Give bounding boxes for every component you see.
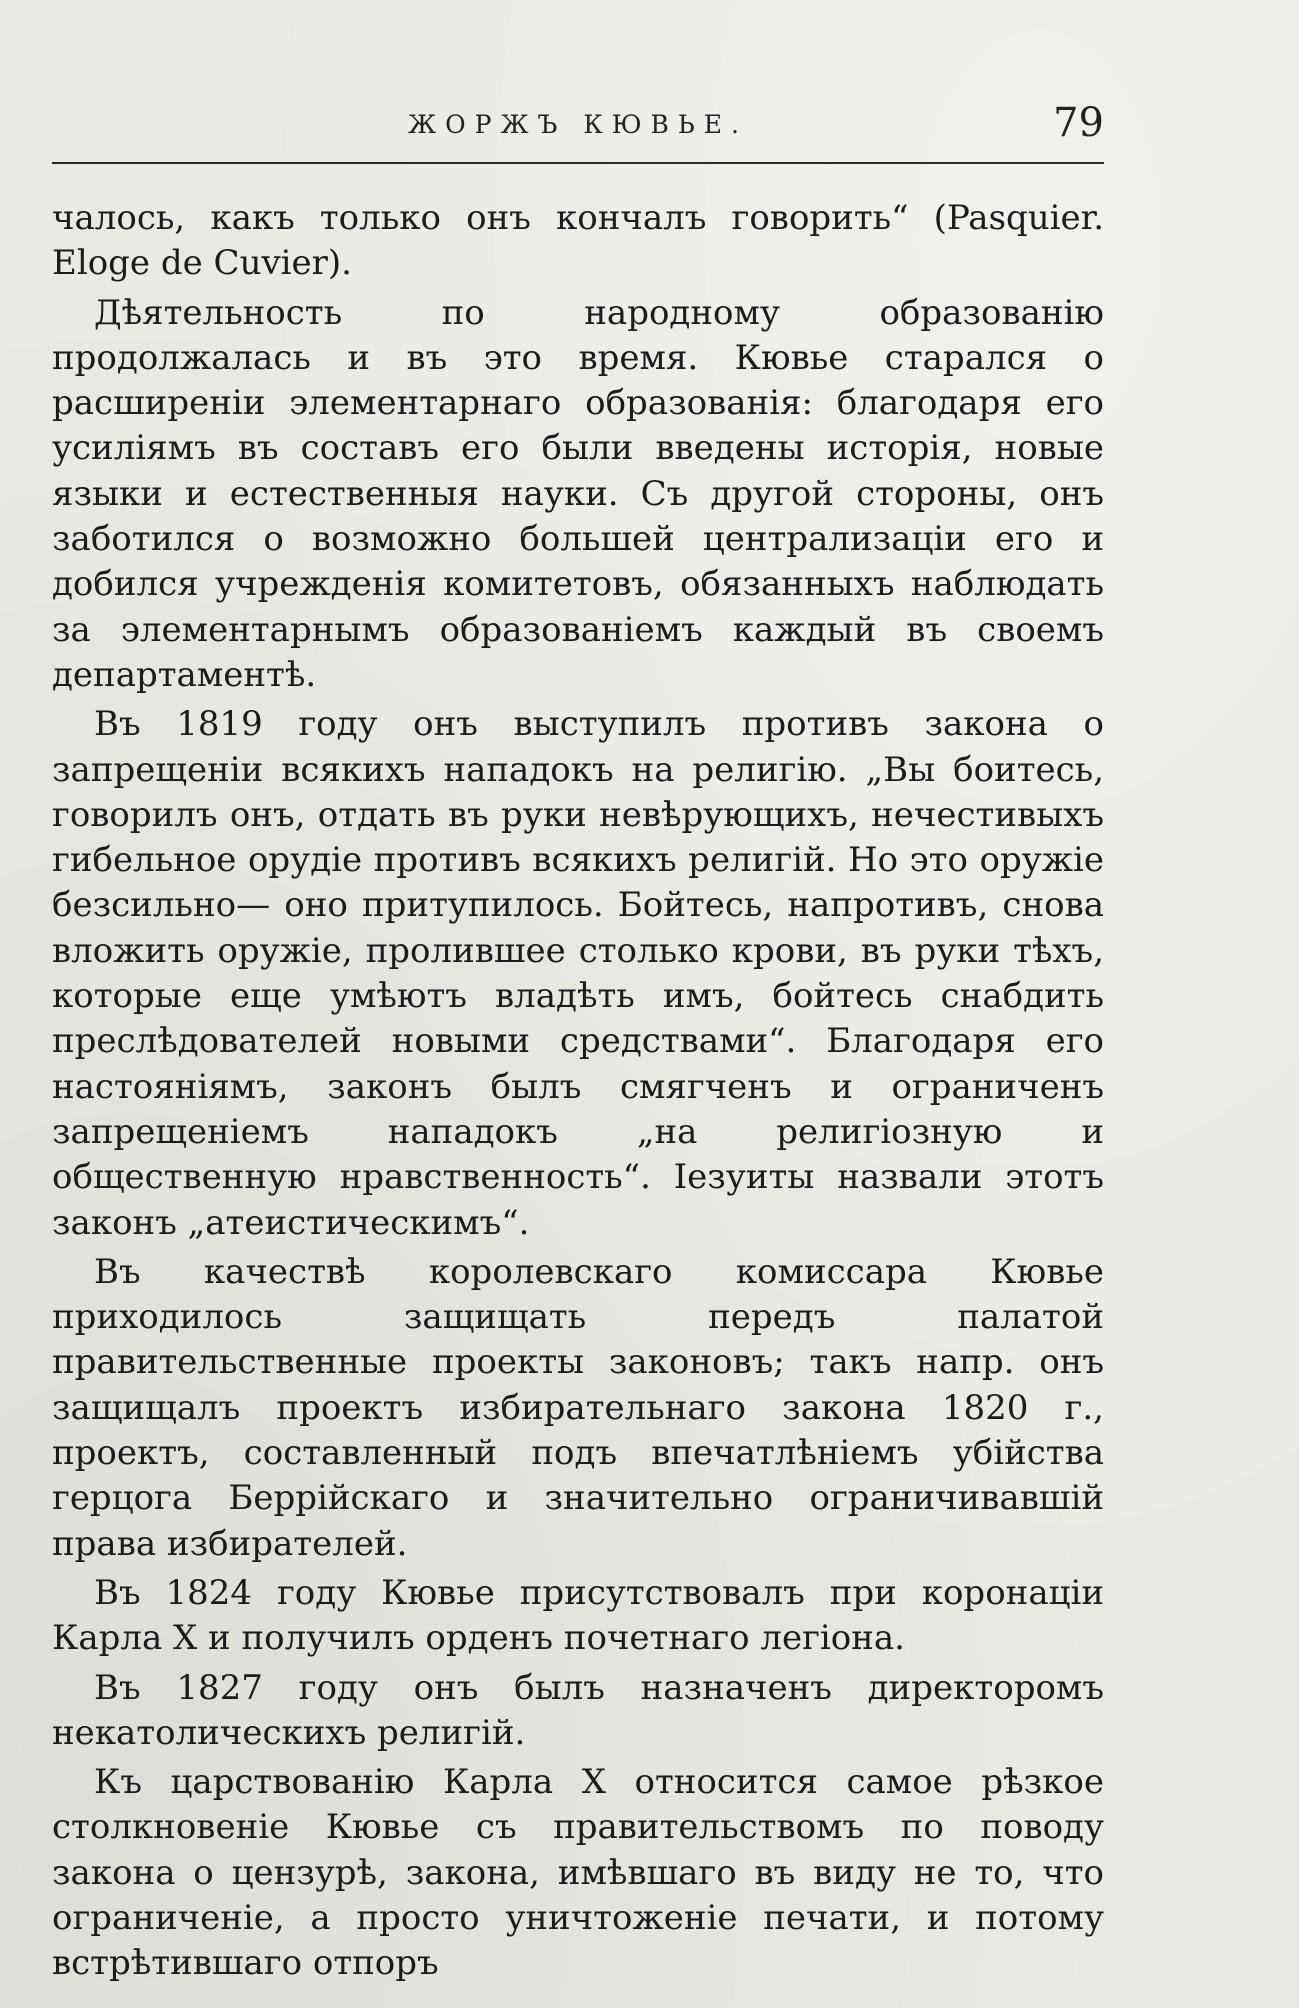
paragraph: Къ царствованію Карла X относится самое рѣзкое столкновеніе Кювье съ правительствомъ по поводу закона о цензурѣ, закона, имѣвшаго въ виду не то, что ограниченіе, а просто уничтоженіе печати, и потому встрѣтившаго отпоръ: [52, 1762, 1104, 1984]
paragraph: Дѣятельность по народному образованію продолжалась и въ это время. Кювье старался о расширеніи элементарнаго образованія: благодаря его усиліямъ въ составъ его были введены исторія, новые языки и естественныя науки. Съ другой стороны, онъ заботился о возможно большей централизаціи его и добился учрежденія комитетовъ, обязанныхъ наблюдать за элементарнымъ образованіемъ каждый въ своемъ департаментѣ.: [52, 292, 1104, 695]
paragraph: Въ качествѣ королевскаго комиссара Кювье приходилось защищать передъ палатой правительственные проекты законовъ; такъ напр. онъ защищалъ проектъ избирательнаго закона 1820 г., проектъ, составленный подъ впечатлѣніемъ убійства герцога Беррійскаго и значительно ограничивавшій права избирателей.: [52, 1251, 1104, 1564]
paragraph: Въ 1827 году онъ былъ назначенъ директоромъ некатолическихъ религій.: [52, 1667, 1104, 1753]
body-text: [52, 196, 1104, 1991]
page-number: 79: [1053, 100, 1104, 146]
running-title: ЖОРЖЪ КЮВЬЕ.: [408, 110, 748, 139]
paragraph: Въ 1819 году онъ выступилъ противъ закона о запрещеніи всякихъ нападокъ на религію. „Вы боитесь, говорилъ онъ, отдать въ руки невѣрующихъ, нечестивыхъ гибельное орудіе противъ всякихъ религій. Но это оружіе безсильно— оно притупилось. Бойтесь, напротивъ, снова вложить оружіе, пролившее столько крови, въ руки тѣхъ, которые еще умѣютъ владѣть имъ, бойтесь снабдить преслѣдователей новыми средствами“. Благодаря его настояніямъ, законъ былъ смягченъ и ограниченъ запрещеніемъ нападокъ „на религіозную и общественную нравственность“. Іезуиты назвали этотъ законъ „атеистическимъ“.: [52, 704, 1104, 1243]
paragraph: чалось, какъ только онъ кончалъ говорить“ (Pasquier. Eloge de Cuvier).: [52, 198, 1104, 284]
page-header: [52, 100, 1104, 164]
paragraph: Въ 1824 году Кювье присутствовалъ при коронаціи Карла X и получилъ орденъ почетнаго легіона.: [52, 1572, 1104, 1659]
